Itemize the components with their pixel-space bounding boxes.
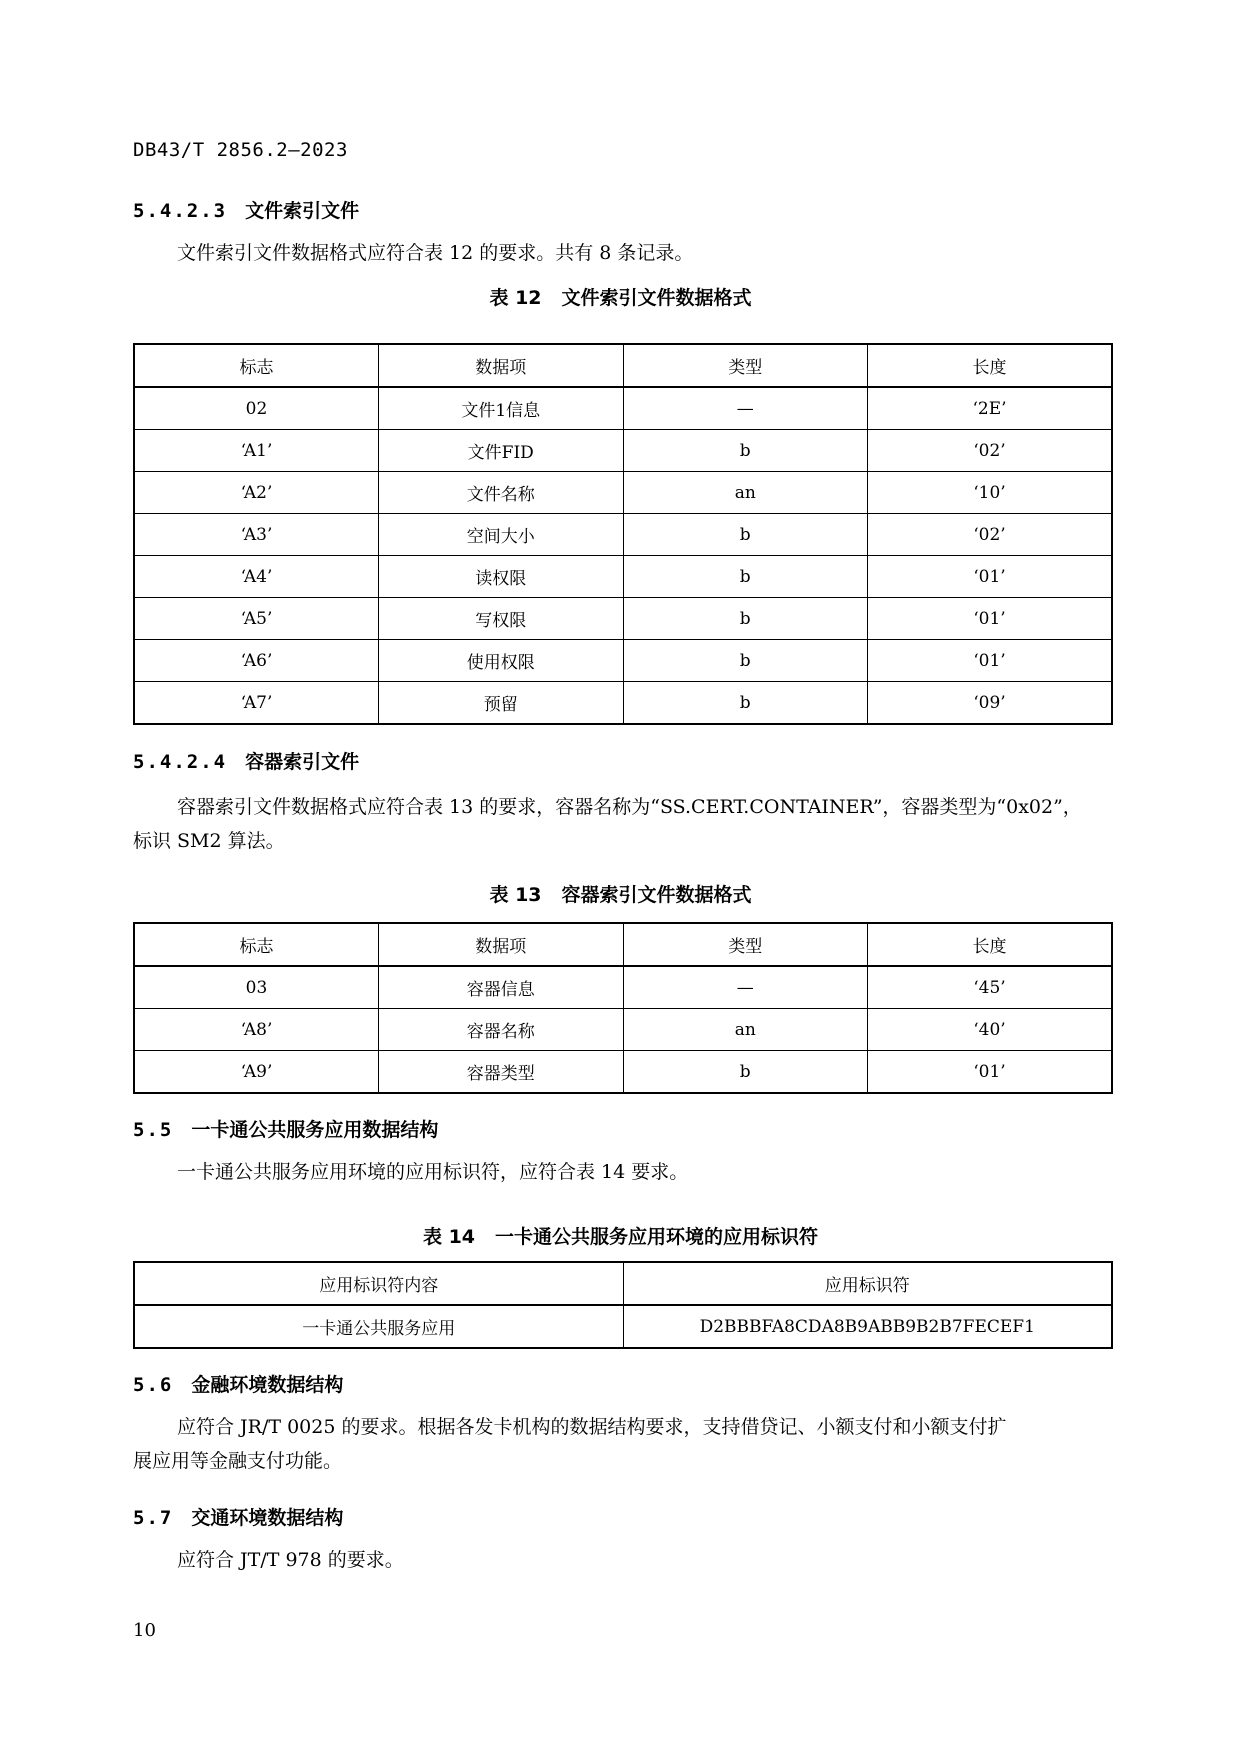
paragraph-text-line-2: 展应用等金融支付功能。 xyxy=(133,1450,343,1472)
table-number: 表 12 xyxy=(489,287,542,309)
table-row xyxy=(134,1305,1112,1348)
table-cell: ‘A7’ xyxy=(134,682,379,725)
table-cell: 容器名称 xyxy=(379,1009,624,1051)
table-cell: — xyxy=(623,966,868,1009)
header-cell: 应用标识符内容 xyxy=(134,1262,623,1305)
paragraph-5-5 xyxy=(133,1155,1113,1189)
table-cell: ‘01’ xyxy=(868,556,1113,598)
table-title: 文件索引文件数据格式 xyxy=(561,287,752,309)
section-title: 文件索引文件 xyxy=(245,200,360,222)
table-cell: b xyxy=(623,598,868,640)
header-cell: 应用标识符 xyxy=(623,1262,1112,1305)
table-row xyxy=(134,1009,1112,1051)
table-cell: ‘10’ xyxy=(868,472,1113,514)
table-row xyxy=(134,682,1112,725)
table-cell: ‘45’ xyxy=(868,966,1113,1009)
table-row xyxy=(134,1051,1112,1094)
paragraph-text: 一卡通公共服务应用环境的应用标识符，应符合表 14 要求。 xyxy=(177,1161,689,1183)
table-row xyxy=(134,598,1112,640)
table-cell: 预留 xyxy=(379,682,624,725)
table-12 xyxy=(133,343,1113,725)
table-cell: 02 xyxy=(134,387,379,430)
table-number: 表 13 xyxy=(489,884,542,906)
table-cell: 使用权限 xyxy=(379,640,624,682)
section-title: 一卡通公共服务应用数据结构 xyxy=(191,1119,439,1141)
table-row xyxy=(134,640,1112,682)
section-number: 5.5 xyxy=(133,1119,174,1141)
table-cell: b xyxy=(623,430,868,472)
table-header-row xyxy=(134,923,1112,966)
table-header-row xyxy=(134,1262,1112,1305)
table-cell: 文件名称 xyxy=(379,472,624,514)
section-number: 5.4.2.3 xyxy=(133,200,228,222)
table-number: 表 14 xyxy=(422,1226,476,1248)
table-cell: 读权限 xyxy=(379,556,624,598)
section-number: 5.4.2.4 xyxy=(133,751,228,773)
section-heading-5-4-2-4 xyxy=(133,747,359,774)
table-cell: b xyxy=(623,682,868,725)
table-cell: D2BBBFA8CDA8B9ABB9B2B7FECEF1 xyxy=(623,1305,1112,1348)
paragraph-5-4-2-3 xyxy=(133,236,1113,270)
table-13-caption xyxy=(0,880,1241,907)
section-number: 5.7 xyxy=(133,1507,174,1529)
paragraph-text: 应符合 JT/T 978 的要求。 xyxy=(177,1549,404,1571)
table-cell: — xyxy=(623,387,868,430)
section-title: 交通环境数据结构 xyxy=(191,1507,344,1529)
paragraph-5-4-2-4 xyxy=(133,790,1113,858)
table-cell: 文件FID xyxy=(379,430,624,472)
table-cell: ‘2E’ xyxy=(868,387,1113,430)
table-cell: ‘A4’ xyxy=(134,556,379,598)
table-cell: an xyxy=(623,1009,868,1051)
table-cell: ‘A9’ xyxy=(134,1051,379,1094)
table-cell: ‘A1’ xyxy=(134,430,379,472)
paragraph-5-6 xyxy=(133,1410,1113,1478)
section-number: 5.6 xyxy=(133,1374,174,1396)
table-cell: ‘01’ xyxy=(868,598,1113,640)
header-cell: 长度 xyxy=(868,344,1113,387)
table-cell: ‘A8’ xyxy=(134,1009,379,1051)
header-cell: 标志 xyxy=(134,923,379,966)
header-cell: 数据项 xyxy=(379,923,624,966)
page-number: 10 xyxy=(133,1620,156,1641)
table-row xyxy=(134,966,1112,1009)
table-cell: ‘A2’ xyxy=(134,472,379,514)
table-14-caption xyxy=(0,1222,1241,1249)
header-cell: 类型 xyxy=(623,923,868,966)
table-cell: b xyxy=(623,556,868,598)
table-row xyxy=(134,430,1112,472)
table-cell: ‘09’ xyxy=(868,682,1113,725)
table-cell: ‘40’ xyxy=(868,1009,1113,1051)
paragraph-text-line-1: 容器索引文件数据格式应符合表 13 的要求，容器名称为“SS.CERT.CONTAINER”，容器类型为“0x02”， xyxy=(177,796,1082,818)
table-cell: 文件1信息 xyxy=(379,387,624,430)
table-14 xyxy=(133,1261,1113,1349)
header-cell: 数据项 xyxy=(379,344,624,387)
table-cell: b xyxy=(623,514,868,556)
table-row xyxy=(134,556,1112,598)
table-cell: 一卡通公共服务应用 xyxy=(134,1305,623,1348)
header-cell: 长度 xyxy=(868,923,1113,966)
section-heading-5-5 xyxy=(133,1115,438,1142)
table-cell: an xyxy=(623,472,868,514)
table-cell: ‘A3’ xyxy=(134,514,379,556)
section-heading-5-6 xyxy=(133,1370,343,1397)
table-cell: 空间大小 xyxy=(379,514,624,556)
table-cell: ‘01’ xyxy=(868,1051,1113,1094)
table-cell: ‘02’ xyxy=(868,430,1113,472)
table-cell: 容器信息 xyxy=(379,966,624,1009)
table-title: 一卡通公共服务应用环境的应用标识符 xyxy=(495,1226,819,1248)
section-heading-5-4-2-3 xyxy=(133,196,359,223)
table-header-row xyxy=(134,344,1112,387)
table-13 xyxy=(133,922,1113,1094)
table-cell: b xyxy=(623,1051,868,1094)
table-cell: ‘02’ xyxy=(868,514,1113,556)
table-cell: 写权限 xyxy=(379,598,624,640)
header-cell: 标志 xyxy=(134,344,379,387)
table-cell: ‘A6’ xyxy=(134,640,379,682)
table-12-caption xyxy=(0,283,1241,310)
section-heading-5-7 xyxy=(133,1503,343,1530)
paragraph-5-7 xyxy=(133,1543,1113,1577)
header-cell: 类型 xyxy=(623,344,868,387)
paragraph-text: 文件索引文件数据格式应符合表 12 的要求。共有 8 条记录。 xyxy=(177,242,694,264)
section-title: 容器索引文件 xyxy=(245,751,360,773)
table-cell: ‘01’ xyxy=(868,640,1113,682)
table-cell: 容器类型 xyxy=(379,1051,624,1094)
table-title: 容器索引文件数据格式 xyxy=(561,884,752,906)
table-cell: 03 xyxy=(134,966,379,1009)
section-title: 金融环境数据结构 xyxy=(191,1374,344,1396)
paragraph-text-line-2: 标识 SM2 算法。 xyxy=(133,830,285,852)
table-cell: ‘A5’ xyxy=(134,598,379,640)
standard-code: DB43/T 2856.2—2023 xyxy=(133,139,348,161)
paragraph-text-line-1: 应符合 JR/T 0025 的要求。根据各发卡机构的数据结构要求，支持借贷记、小额支付和小额支付扩 xyxy=(177,1416,1007,1438)
table-row xyxy=(134,514,1112,556)
table-row xyxy=(134,387,1112,430)
table-row xyxy=(134,472,1112,514)
table-cell: b xyxy=(623,640,868,682)
